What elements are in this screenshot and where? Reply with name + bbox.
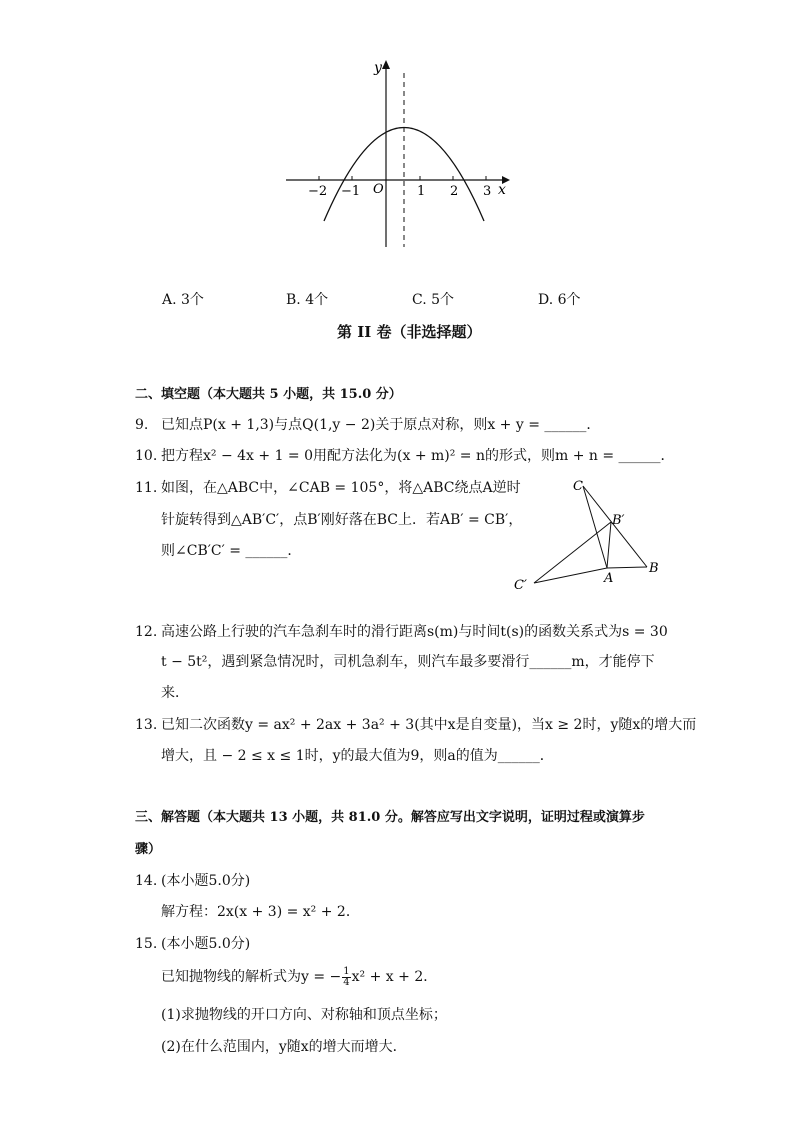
q8-option-d xyxy=(538,289,581,309)
question-13-line2: 增大，且 − 2 ≤ x ≤ 1时，y的最大值为9，则a的值为______． xyxy=(161,748,554,764)
q8-option-c xyxy=(412,289,454,309)
q8-option-a xyxy=(162,289,204,309)
question-text: 如图，在△ABC中，∠CAB = 105°，将△ABC绕点A逆时 xyxy=(161,480,521,496)
question-number: 10. xyxy=(135,448,158,464)
option-letter: A. xyxy=(162,292,177,308)
question-12-line3: 来． xyxy=(161,685,189,701)
question-11 xyxy=(135,477,521,497)
option-letter: D. xyxy=(538,292,554,308)
parabola-graph xyxy=(280,55,520,255)
point-label-b-prime: B′ xyxy=(612,513,625,528)
section3-heading-cont: 骤） xyxy=(135,842,162,857)
question-number: 9. xyxy=(135,417,149,433)
y-axis-label: y xyxy=(374,60,382,76)
point-label-c-prime: C′ xyxy=(514,578,527,593)
option-text: 6个 xyxy=(557,292,581,308)
x-axis-label: x xyxy=(498,182,506,198)
question-number: 11. xyxy=(135,480,158,496)
point-label-c: C xyxy=(573,479,583,494)
option-text: 3个 xyxy=(181,292,204,308)
intro-text: 已知抛物线的解析式为y = − xyxy=(161,969,342,985)
question-score: (本小题5.0分) xyxy=(161,936,251,952)
section3-heading: 三、解答题（本大题共 13 小题，共 81.0 分。解答应写出文字说明，证明过程或演算步 xyxy=(135,810,645,825)
question-number: 13. xyxy=(135,717,158,733)
fraction-numerator: 1 xyxy=(343,965,350,977)
question-9 xyxy=(135,414,600,434)
question-text: 高速公路上行驶的汽车急刹车时的滑行距离s(m)与时间t(s)的函数关系式为s = 30 xyxy=(161,624,668,640)
intro-text: x² + x + 2． xyxy=(351,969,438,985)
option-letter: B. xyxy=(286,292,301,308)
question-11-line2: 针旋转得到△AB′C′，点B′刚好落在BC上．若AB′ = CB′， xyxy=(161,512,523,528)
fraction xyxy=(342,967,350,988)
option-letter: C. xyxy=(412,292,427,308)
question-12-line2: t − 5t²，遇到紧急情况时，司机急刹车，则汽车最多要滑行______m，才能停下 xyxy=(161,654,655,670)
question-15-intro xyxy=(161,966,437,988)
tick-label: −1 xyxy=(341,184,361,199)
question-score: (本小题5.0分) xyxy=(161,873,251,889)
point-label-b: B xyxy=(649,561,659,576)
question-number: 14. xyxy=(135,873,158,889)
question-15-sub1: (1)求抛物线的开口方向、对称轴和顶点坐标； xyxy=(161,1007,447,1023)
question-14 xyxy=(135,870,250,890)
tick-label: 1 xyxy=(417,184,426,199)
tick-label: 3 xyxy=(483,184,492,199)
question-11-line3: 则∠CB′C′ = ______． xyxy=(161,543,302,559)
y-axis-arrow xyxy=(382,60,390,69)
option-text: 4个 xyxy=(305,292,329,308)
question-text: 已知二次函数y = ax² + 2ax + 3a² + 3(其中x是自变量)，当x ≥ 2时，y随x的增大而 xyxy=(161,717,697,733)
question-10 xyxy=(135,445,675,465)
question-text: 已知点P(x + 1,3)与点Q(1,y − 2)关于原点对称，则x + y = ______． xyxy=(161,417,601,433)
question-number: 12. xyxy=(135,624,158,640)
part2-title: 第 II 卷（非选择题） xyxy=(337,323,482,341)
origin-label: O xyxy=(373,182,384,197)
point-label-a: A xyxy=(604,571,614,586)
section2-heading: 二、填空题（本大题共 5 小题，共 15.0 分） xyxy=(135,387,402,402)
question-13 xyxy=(135,714,696,734)
option-text: 5个 xyxy=(431,292,455,308)
question-text: 把方程x² − 4x + 1 = 0用配方法化为(x + m)² = n的形式，则m + n = ______． xyxy=(161,448,675,464)
q8-option-b xyxy=(286,289,328,309)
question-15 xyxy=(135,933,250,953)
rotation-triangle-figure xyxy=(508,472,668,597)
question-number: 15. xyxy=(135,936,158,952)
question-14-text: 解方程：2x(x + 3) = x² + 2． xyxy=(161,904,360,920)
tick-label: 2 xyxy=(450,184,459,199)
question-12 xyxy=(135,621,668,641)
fraction-denominator: 4 xyxy=(343,976,350,988)
tick-label: −2 xyxy=(308,184,328,199)
question-15-sub2: (2)在什么范围内，y随x的增大而增大． xyxy=(161,1039,407,1055)
